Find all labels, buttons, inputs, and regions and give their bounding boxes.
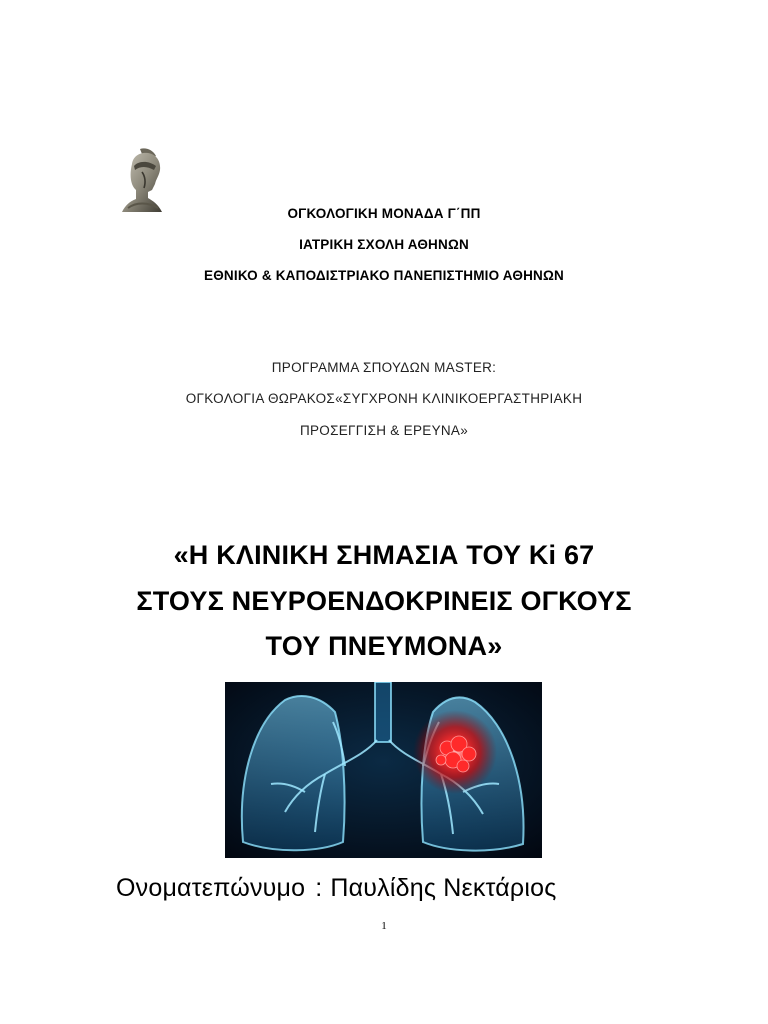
author-name: Παυλίδης Νεκτάριος (330, 874, 557, 902)
program-line-2: ΟΓΚΟΛΟΓΙΑ ΘΩΡΑΚΟΣ«ΣΥΓΧΡΟΝΗ ΚΛΙΝΙΚΟΕΡΓΑΣΤΗΡΙΑΚΗ (185, 391, 583, 406)
author-separator: : (315, 874, 323, 902)
thesis-title-line-1: «Η ΚΛΙΝΙΚΗ ΣΗΜΑΣΙΑ ΤΟΥ Ki 67 (173, 540, 595, 570)
institution-unit: ΟΓΚΟΛΟΓΙΚΗ ΜΟΝΑΔΑ Γ΄ΠΠ (287, 206, 481, 221)
program-line-1: ΠΡΟΓΡΑΜΜΑ ΣΠΟΥΔΩΝ MASTER: (271, 360, 497, 375)
lungs-tumor-illustration-icon (225, 682, 542, 858)
thesis-title-line-2: ΣΤΟΥΣ ΝΕΥΡΟΕΝΔΟΚΡΙΝΕΙΣ ΟΓΚΟΥΣ (136, 586, 632, 616)
author-line (116, 874, 556, 903)
thesis-title-line-3: ΤΟΥ ΠΝΕΥΜΟΝΑ» (265, 631, 503, 661)
program-line-3: ΠΡΟΣΕΓΓΙΣΗ & ΕΡΕΥΝΑ» (299, 423, 469, 438)
institution-school: ΙΑΤΡΙΚΗ ΣΧΟΛΗ ΑΘΗΝΩΝ (299, 237, 469, 252)
institution-university: ΕΘΝΙΚΟ & ΚΑΠΟΔΙΣΤΡΙΑΚΟ ΠΑΝΕΠΙΣΤΗΜΙΟ ΑΘΗΝΩΝ (204, 268, 564, 283)
page-number: 1 (381, 920, 387, 932)
author-label: Ονοματεπώνυμο (116, 874, 306, 902)
